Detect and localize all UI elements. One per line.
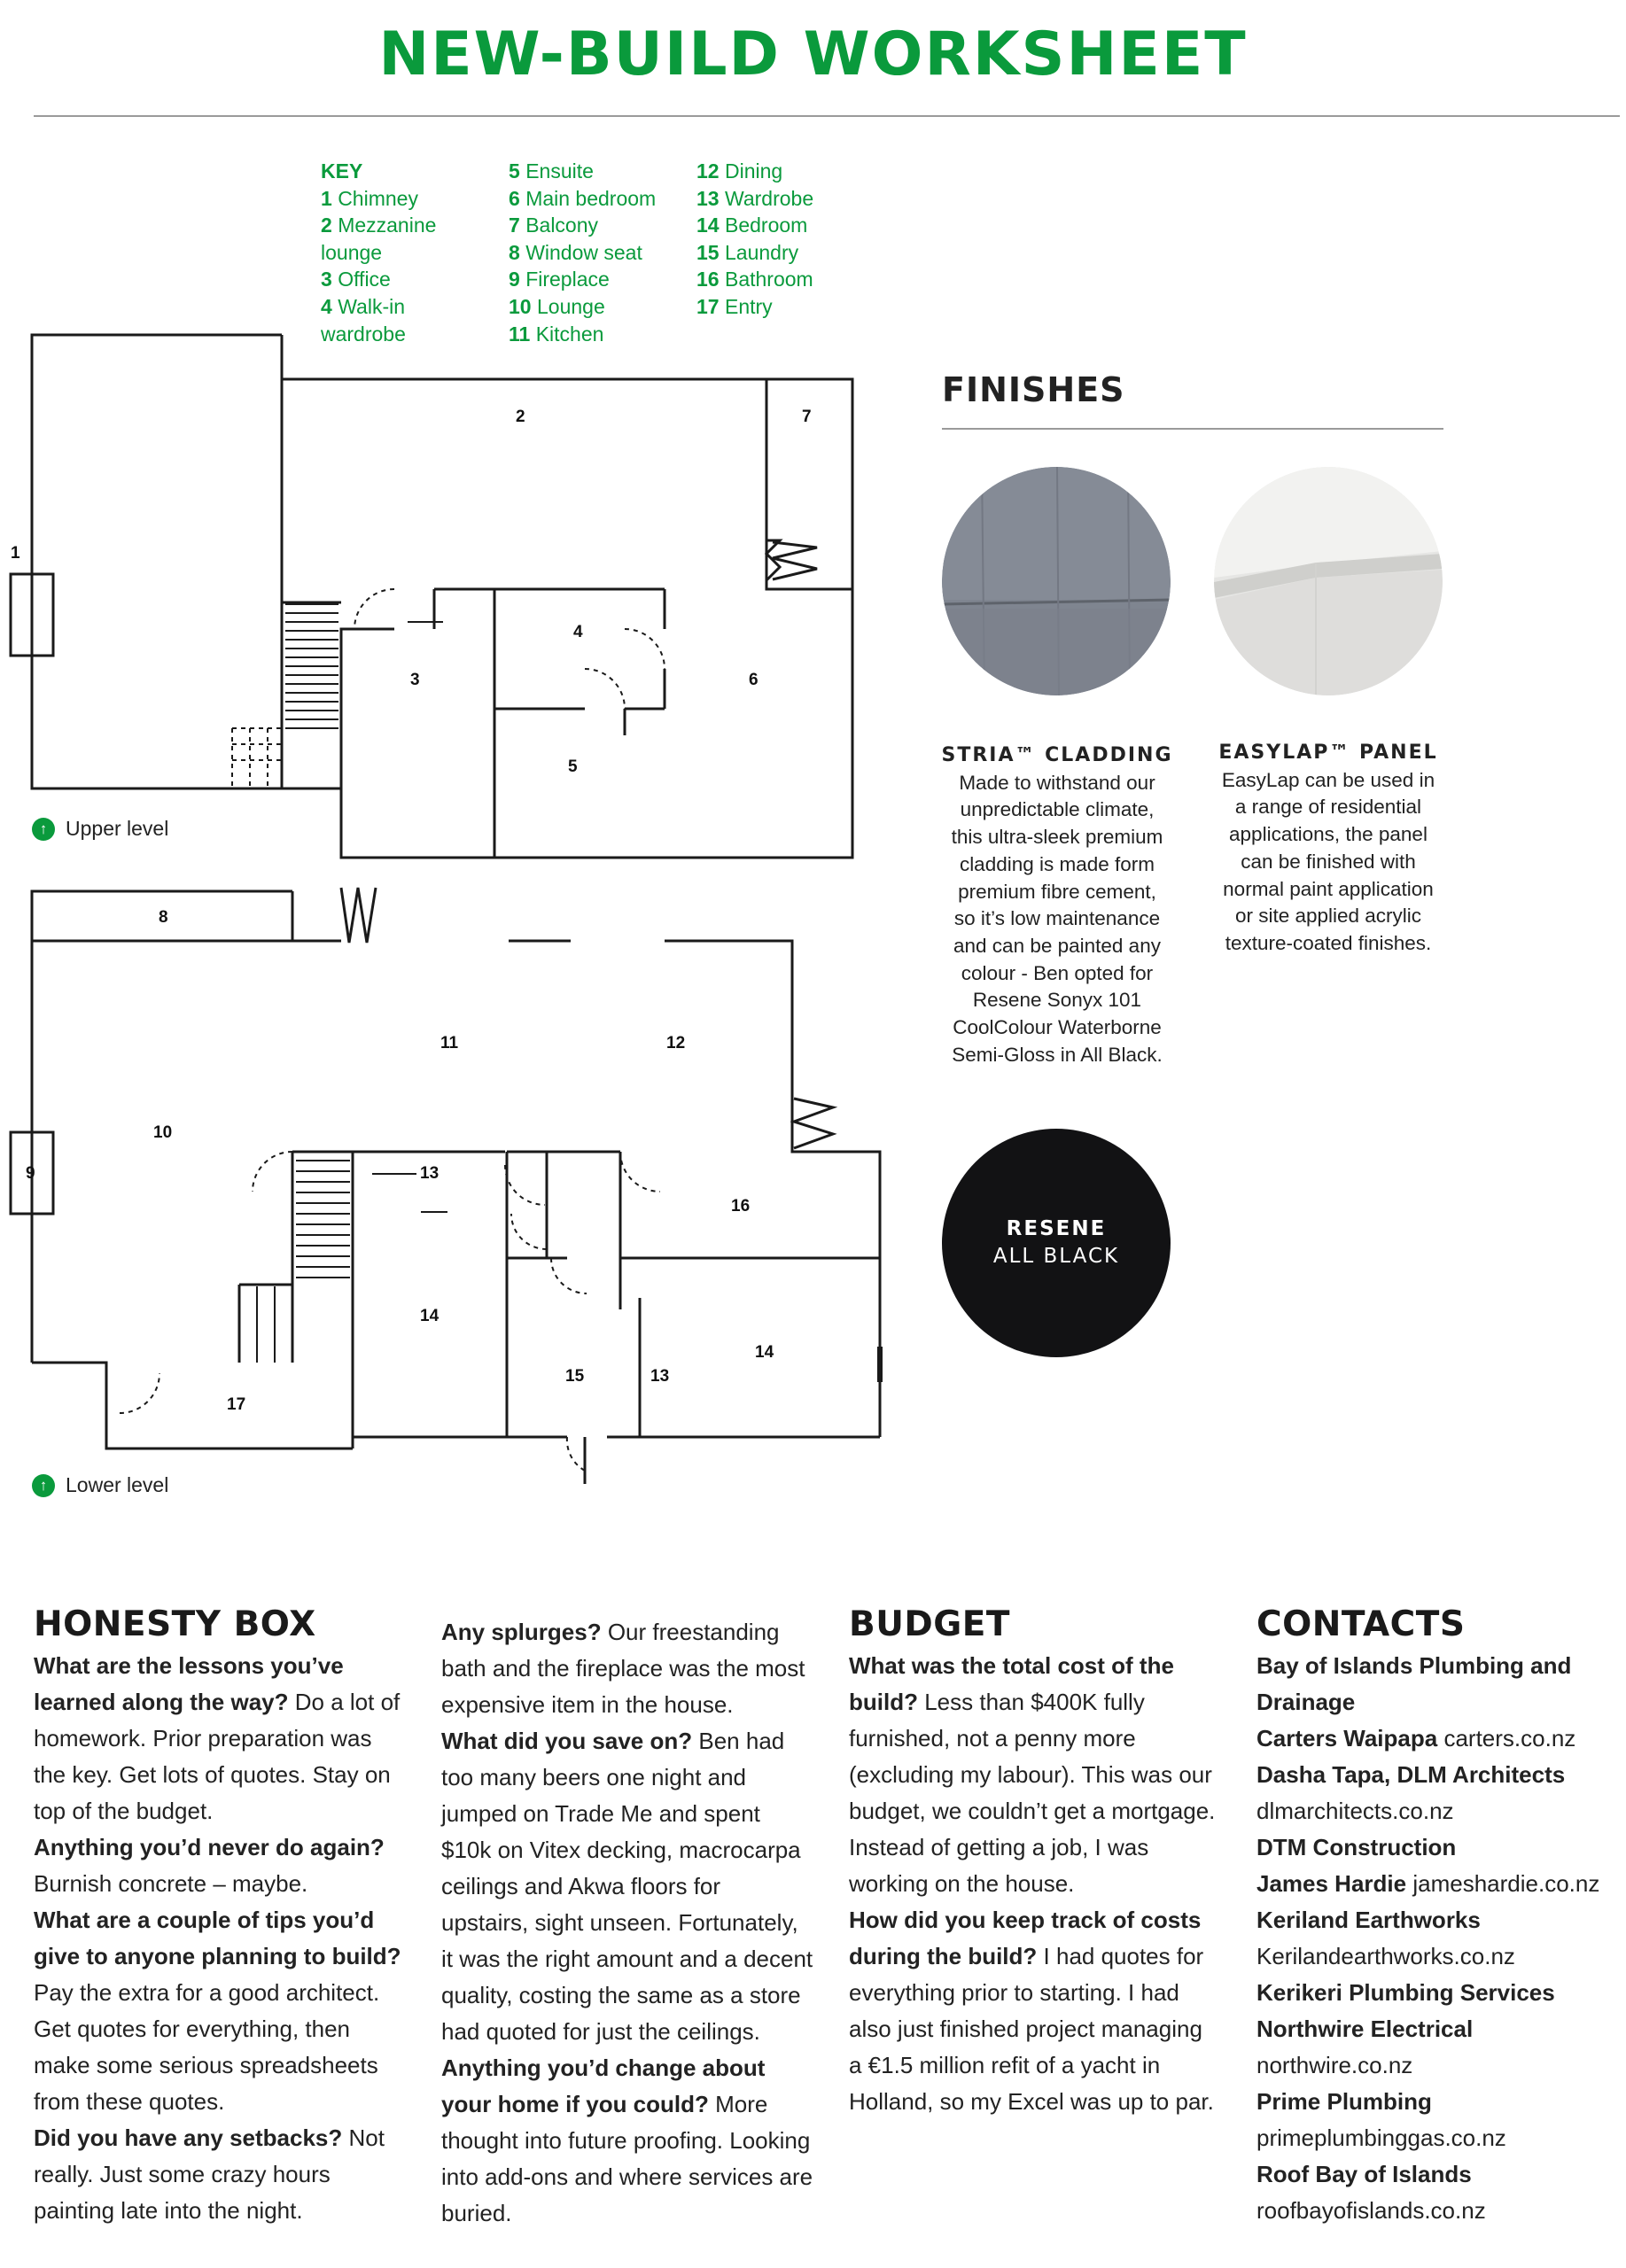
qa-question: What are a couple of tips you’d give to anyone planning to build? xyxy=(34,1907,401,1969)
qa-item xyxy=(34,1902,406,2120)
qa-answer: Our freestanding bath and the fireplace was the most expensive item in the house. xyxy=(441,1619,805,1718)
key-item-label: Mezzanine xyxy=(338,214,437,237)
stria-text-line: colour - Ben opted for xyxy=(961,961,1154,984)
contact-name: Bay of Islands Plumbing and Drainage xyxy=(1256,1652,1572,1715)
key-item-number: 5 xyxy=(509,159,520,183)
easylap-text-line: a range of residential xyxy=(1234,796,1422,819)
upper-level-label: Upper level xyxy=(66,817,169,840)
qa-question: What are the lessons you’ve learned along the way? xyxy=(34,1652,344,1715)
key-item-number: 8 xyxy=(509,240,520,264)
contact-item xyxy=(1256,1757,1620,1829)
qa-question: How did you keep track of costs during the build? xyxy=(849,1907,1202,1969)
key-item-number: 12 xyxy=(696,159,720,183)
stria-text-line: Resene Sonyx 101 xyxy=(972,989,1142,1012)
budget-column xyxy=(849,1604,1221,2120)
plan-label-4: 4 xyxy=(573,623,583,641)
plan-label-17: 17 xyxy=(227,1395,246,1414)
contact-item xyxy=(1256,1829,1620,1866)
qa-question: What did you save on? xyxy=(441,1728,693,1754)
qa-answer: I had quotes for everything prior to starting. I had also just finished project managing a €1.5 million refit of a yacht in Holland, so my Excel was up to par. xyxy=(849,1943,1214,2115)
stria-text-line: Semi-Gloss in All Black. xyxy=(952,1043,1163,1066)
key-item xyxy=(321,239,436,267)
plan-label-12: 12 xyxy=(666,1034,686,1052)
plan-label-13b: 13 xyxy=(650,1367,670,1386)
floor-plan xyxy=(0,319,895,1488)
key-item-label: Kitchen xyxy=(535,322,604,346)
qa-answer: Not really. Just some crazy hours painting late into the night. xyxy=(34,2124,385,2224)
contact-item xyxy=(1256,1902,1620,1975)
qa-item xyxy=(34,2120,406,2229)
key-item-number: 2 xyxy=(321,214,332,237)
qa-item xyxy=(849,1902,1221,2120)
contact-item xyxy=(1256,1975,1620,2011)
key-item xyxy=(509,239,656,267)
plan-label-2: 2 xyxy=(516,408,525,426)
easylap-text-line: EasyLap can be used in xyxy=(1221,768,1435,791)
stria-text-line: unpredictable climate, xyxy=(960,798,1155,821)
qa-answer: Ben had too many beers one night and jumped on Trade Me and spent $10k on Vitex decking, macrocarpa ceilings and Akwa floors for upstairs, sight unseen. Fortunately, it was the right amount and a decent quality, costing the same as a store had quoted for just the ceilings. xyxy=(441,1728,813,2045)
contact-name: James Hardie xyxy=(1256,1870,1407,1897)
key-item xyxy=(509,212,656,239)
qa-answer: Less than $400K fully furnished, not a penny more (excluding my labour). This was our budget, we couldn’t get a mortgage. Instead of getting a job, I was working on the house. xyxy=(849,1689,1216,1897)
honesty-box-col1 xyxy=(34,1604,406,2229)
key-item-number: 14 xyxy=(696,214,720,237)
contact-url: jameshardie.co.nz xyxy=(1412,1870,1600,1897)
key-item-number: 17 xyxy=(696,294,720,318)
arrow-up-icon: ↑ xyxy=(32,818,55,841)
stria-text-line: premium fibre cement, xyxy=(958,880,1156,903)
swatch-brand: RESENE xyxy=(1006,1217,1107,1240)
qa-question: Anything you’d never do again? xyxy=(34,1834,385,1860)
key-item xyxy=(509,185,656,213)
swatch-color-name: ALL BLACK xyxy=(992,1245,1120,1268)
contact-name: Keriland Earthworks xyxy=(1256,1907,1481,1933)
easylap-panel-title: EASYLAP™ PANEL xyxy=(1218,742,1438,764)
plan-label-1: 1 xyxy=(11,544,20,563)
plan-label-13a: 13 xyxy=(420,1164,440,1183)
key-item xyxy=(509,293,656,321)
qa-answer: Burnish concrete – maybe. xyxy=(34,1870,308,1897)
contact-url: northwire.co.nz xyxy=(1256,2052,1413,2078)
key-item xyxy=(696,266,813,293)
key-heading: KEY xyxy=(321,159,363,183)
contact-item xyxy=(1256,2084,1620,2156)
key-item-label: Bedroom xyxy=(724,214,808,237)
honesty-box-heading: HONESTY BOX xyxy=(34,1604,316,1644)
upper-outline xyxy=(32,335,852,858)
contact-url: dlmarchitects.co.nz xyxy=(1256,1798,1454,1824)
key-item-label: Laundry xyxy=(724,240,799,264)
key-item-number: 15 xyxy=(696,240,720,264)
stria-text-line: CoolColour Waterborne xyxy=(953,1016,1162,1039)
contact-name: DTM Construction xyxy=(1256,1834,1457,1860)
key-item-number: 16 xyxy=(696,268,720,291)
qa-answer: Pay the extra for a good architect. Get quotes for everything, then make some serious spreadsheets from these quotes. xyxy=(34,1979,380,2115)
plan-label-11: 11 xyxy=(440,1034,459,1052)
key-item-label: Bathroom xyxy=(724,268,813,291)
plan-label-9: 9 xyxy=(26,1164,35,1183)
stria-text-line: so it’s low maintenance xyxy=(953,907,1161,930)
stria-cladding-block xyxy=(929,742,1186,1068)
contact-name: Prime Plumbing xyxy=(1256,2088,1432,2115)
stria-cladding-swatch xyxy=(942,467,1171,695)
key-item-number: 1 xyxy=(321,186,332,210)
key-item xyxy=(321,212,436,239)
key-item-number: 6 xyxy=(509,186,520,210)
lower-level-tag xyxy=(32,1473,168,1497)
contact-item xyxy=(1256,2011,1620,2084)
title-divider xyxy=(34,115,1620,117)
key-item-label: Ensuite xyxy=(525,159,594,183)
lower-level-label: Lower level xyxy=(66,1473,169,1496)
easylap-panel-block xyxy=(1200,740,1457,958)
contact-name: Kerikeri Plumbing Services xyxy=(1256,1979,1555,2006)
key-item xyxy=(696,239,813,267)
stria-text-line: and can be painted any xyxy=(953,934,1161,957)
key-item-label: Entry xyxy=(724,294,773,318)
contact-url: primeplumbinggas.co.nz xyxy=(1256,2124,1506,2151)
key-item xyxy=(696,212,813,239)
qa-item xyxy=(849,1648,1221,1902)
key-item-label: Office xyxy=(338,268,391,291)
easylap-panel-swatch xyxy=(1214,467,1443,695)
contact-item xyxy=(1256,1720,1620,1757)
key-item xyxy=(509,266,656,293)
stria-text-line: this ultra-sleek premium xyxy=(951,826,1163,849)
key-item xyxy=(696,158,813,185)
contact-name: Dasha Tapa, DLM Architects xyxy=(1256,1761,1566,1788)
plan-label-6: 6 xyxy=(749,671,759,689)
easylap-text-line: normal paint application xyxy=(1223,877,1434,900)
resene-all-black-swatch xyxy=(942,1129,1171,1357)
qa-item xyxy=(441,2050,813,2232)
budget-heading: BUDGET xyxy=(849,1604,1011,1644)
key-item-number: 3 xyxy=(321,268,332,291)
contact-url: carters.co.nz xyxy=(1443,1725,1576,1751)
key-item xyxy=(696,185,813,213)
key-item xyxy=(321,185,436,213)
stria-cladding-title: STRIA™ CLADDING xyxy=(941,744,1173,766)
plan-label-8: 8 xyxy=(159,908,168,927)
contact-item xyxy=(1256,2156,1620,2229)
contact-url: roofbayofislands.co.nz xyxy=(1256,2197,1486,2224)
key-item-label: Wardrobe xyxy=(724,186,814,210)
key-item-label: Main bedroom xyxy=(525,186,657,210)
qa-item xyxy=(441,1723,813,2050)
contacts-column xyxy=(1256,1604,1620,2229)
plan-label-14a: 14 xyxy=(420,1307,440,1325)
key-item xyxy=(696,293,813,321)
page-title: NEW-BUILD WORKSHEET xyxy=(378,19,1248,89)
finishes-divider xyxy=(942,428,1443,430)
stria-text-line: cladding is made form xyxy=(959,852,1155,875)
stria-text-line: Made to withstand our xyxy=(959,771,1155,794)
contact-name: Northwire Electrical xyxy=(1256,2016,1474,2042)
key-item-number: 10 xyxy=(509,294,532,318)
qa-question: Any splurges? xyxy=(441,1619,602,1645)
contact-name: Roof Bay of Islands xyxy=(1256,2161,1472,2187)
plan-label-16: 16 xyxy=(731,1197,751,1216)
contact-name: Carters Waipapa xyxy=(1256,1725,1438,1751)
easylap-text-line: texture-coated finishes. xyxy=(1225,931,1432,954)
key-item xyxy=(321,266,436,293)
qa-item xyxy=(34,1648,406,1829)
key-item-label: lounge xyxy=(321,240,383,264)
plan-label-10: 10 xyxy=(153,1123,173,1142)
key-item xyxy=(321,293,436,321)
qa-answer: More thought into future proofing. Looking into add-ons and where services are buried. xyxy=(441,2091,813,2226)
easylap-text-line: applications, the panel xyxy=(1229,823,1428,846)
qa-item xyxy=(34,1829,406,1902)
qa-answer: Do a lot of homework. Prior preparation was the key. Get lots of quotes. Stay on top of the budget. xyxy=(34,1689,401,1824)
key-item-label: Chimney xyxy=(338,186,418,210)
key-item-label: wardrobe xyxy=(321,322,406,346)
easylap-text-line: or site applied acrylic xyxy=(1234,905,1422,928)
key-item-label: Dining xyxy=(724,159,783,183)
plan-label-7: 7 xyxy=(802,408,812,426)
key-item-label: Walk-in xyxy=(338,294,406,318)
easylap-text-line: can be finished with xyxy=(1241,850,1416,873)
qa-item xyxy=(441,1614,813,1723)
key-item-label: Fireplace xyxy=(525,268,610,291)
key-item-label: Lounge xyxy=(536,294,605,318)
key-item-number: 7 xyxy=(509,214,520,237)
plan-label-15: 15 xyxy=(565,1367,585,1386)
contact-url: Kerilandearthworks.co.nz xyxy=(1256,1943,1515,1969)
qa-question: Anything you’d change about your home if you could? xyxy=(441,2054,766,2117)
key-item-number: 13 xyxy=(696,186,720,210)
honesty-box-col2 xyxy=(441,1614,813,2232)
key-item-number: 9 xyxy=(509,268,520,291)
key-column-3 xyxy=(696,158,813,321)
key-item xyxy=(509,158,656,185)
key-item-label: Balcony xyxy=(525,214,599,237)
contact-item xyxy=(1256,1648,1620,1720)
qa-question: What was the total cost of the build? xyxy=(849,1652,1174,1715)
key-item-number: 4 xyxy=(321,294,332,318)
key-item-label: Window seat xyxy=(525,240,642,264)
arrow-up-icon: ↑ xyxy=(32,1474,55,1497)
contacts-heading: CONTACTS xyxy=(1256,1604,1466,1644)
upper-level-tag xyxy=(32,817,168,841)
finishes-heading: FINISHES xyxy=(942,370,1125,409)
plan-label-5: 5 xyxy=(568,757,578,776)
plan-label-14b: 14 xyxy=(755,1343,774,1362)
key-item-number: 11 xyxy=(509,322,531,346)
plan-label-3: 3 xyxy=(410,671,420,689)
qa-question: Did you have any setbacks? xyxy=(34,2124,343,2151)
contact-item xyxy=(1256,1866,1620,1902)
